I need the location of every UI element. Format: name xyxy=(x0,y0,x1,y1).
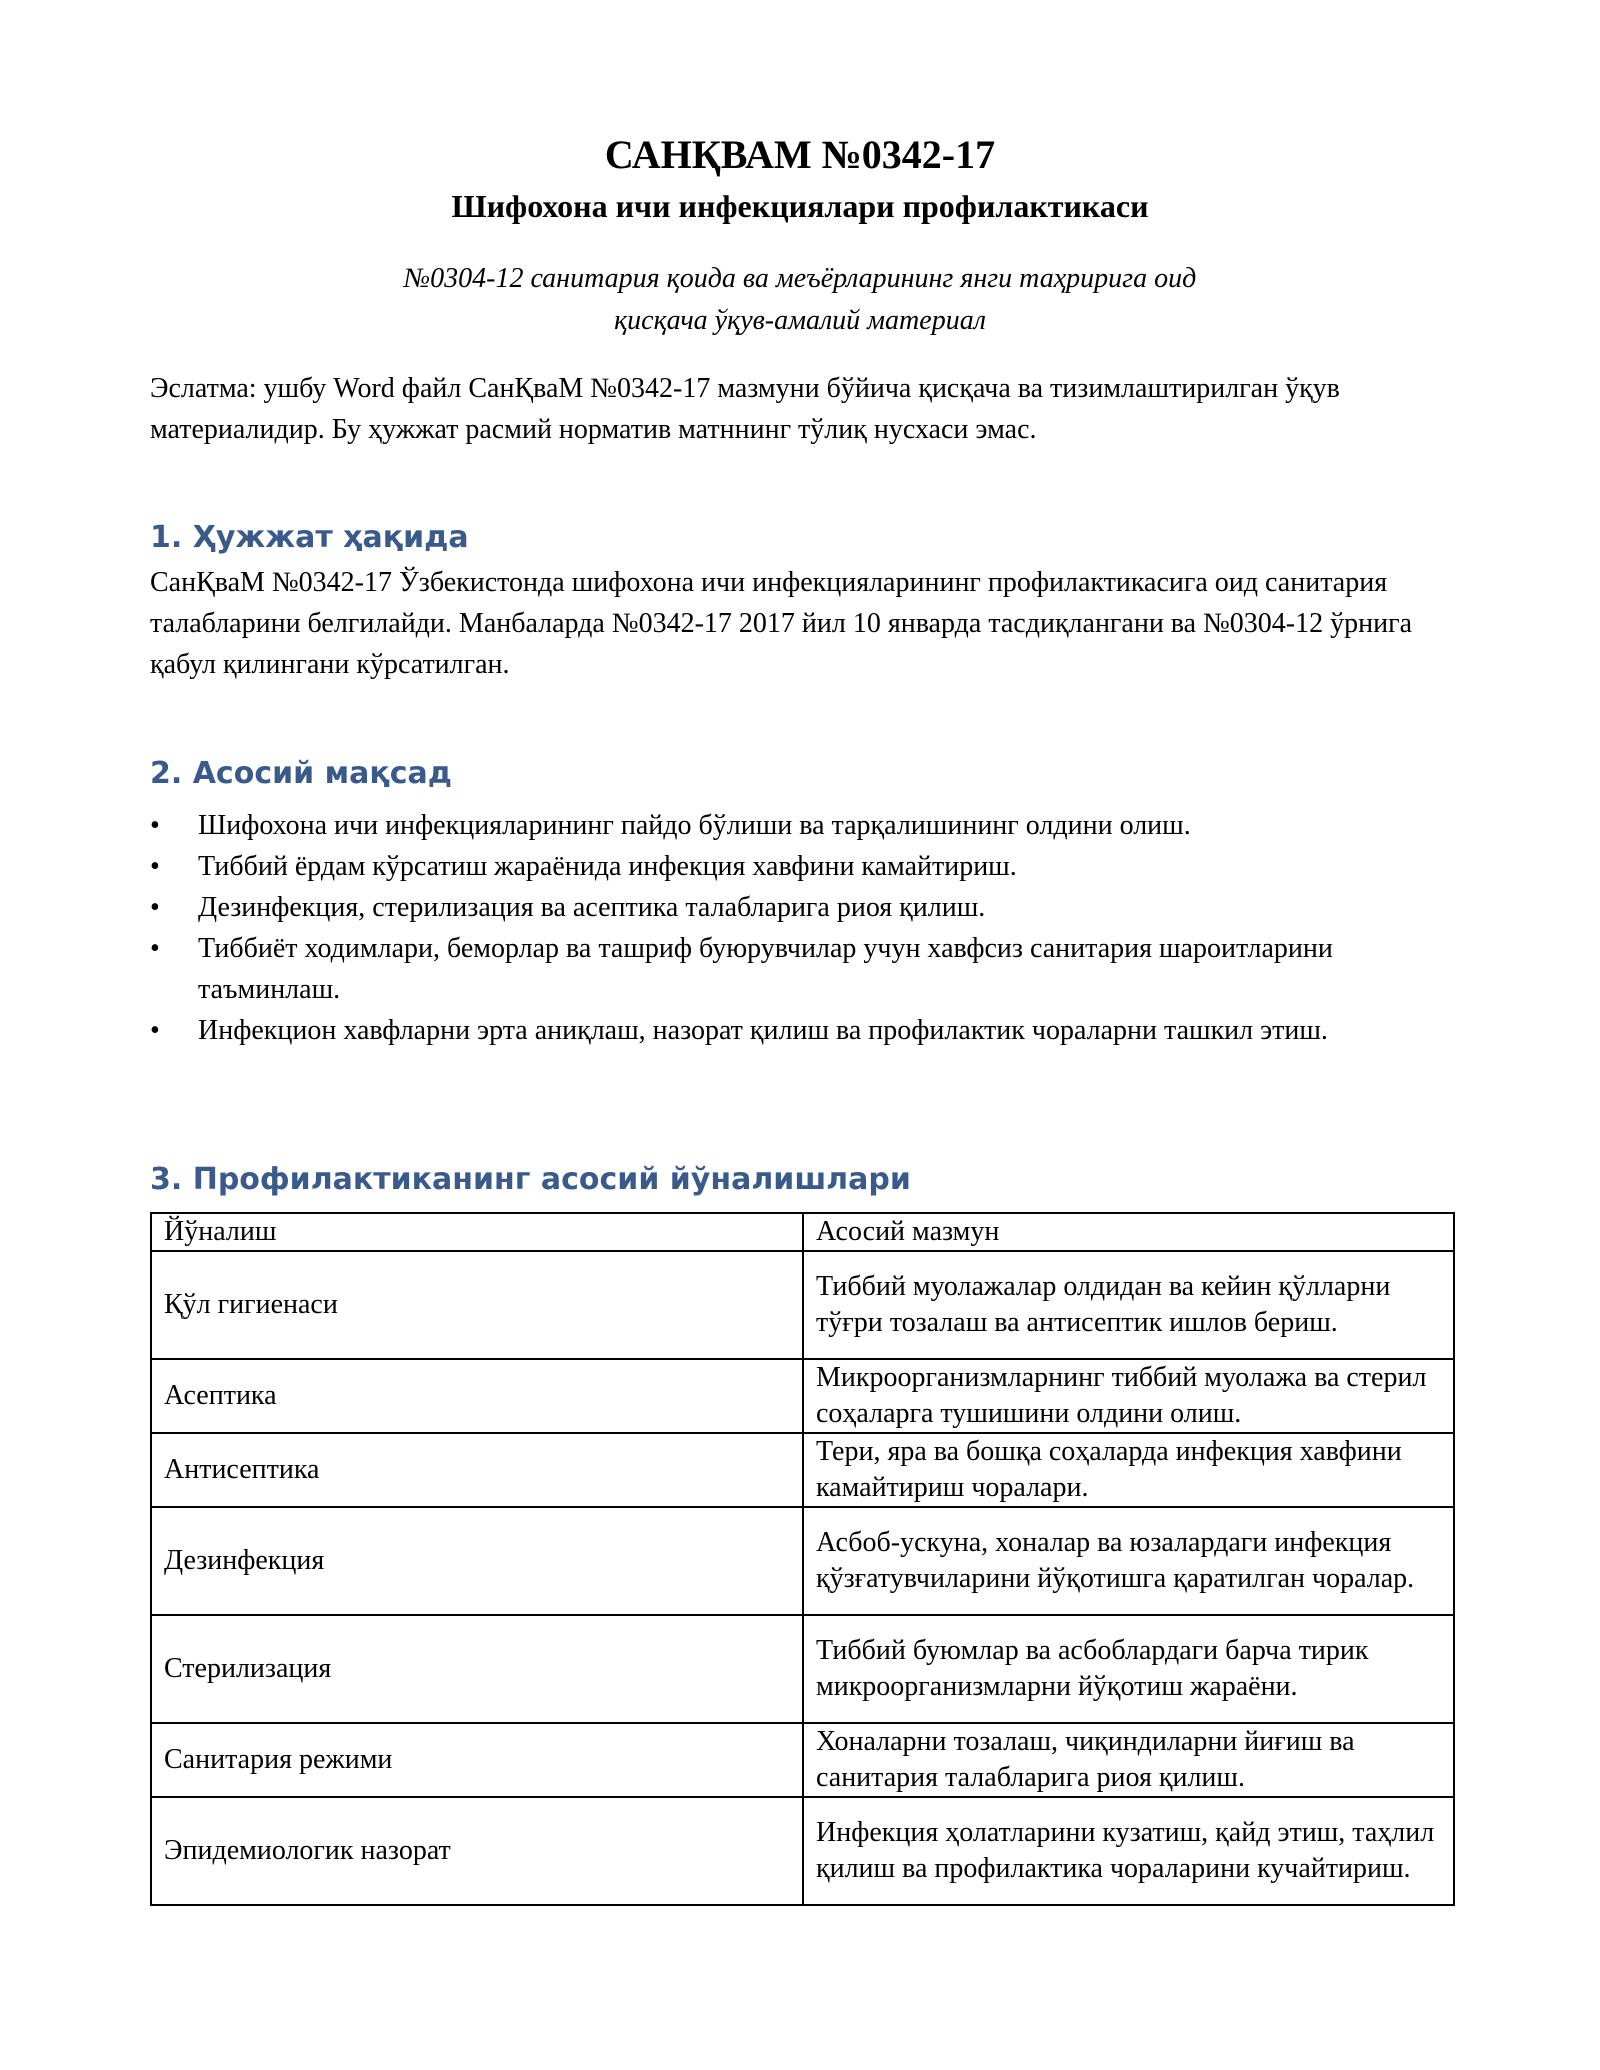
content-cell: Инфекция ҳолатларини кузатиш, қайд этиш, таҳлил қилиш ва профилактика чораларини кучайтириш. xyxy=(803,1797,1454,1905)
table-row xyxy=(151,1251,1454,1359)
direction-cell: Дезинфекция xyxy=(151,1507,803,1615)
table-row xyxy=(151,1359,1454,1433)
direction-cell: Антисептика xyxy=(151,1433,803,1507)
list-item xyxy=(150,887,1450,928)
section-2-heading: 2. Асосий мақсад xyxy=(150,756,452,791)
table-row xyxy=(151,1723,1454,1797)
bullet-icon: • xyxy=(150,933,160,964)
bullet-icon: • xyxy=(150,1015,160,1046)
document-subtitle: Шифохона ичи инфекциялари профилактикаси xyxy=(451,188,1149,224)
table-row xyxy=(151,1797,1454,1905)
section-1-heading: 1. Ҳужжат ҳақида xyxy=(150,520,469,555)
section-1-text: СанҚваМ №0342-17 Ўзбекистонда шифохона ичи инфекцияларининг профилактикасига оид санитария талабларини белгилайди. Манбаларда №0342-17 2017 йил 10 январда тасдиқлангани ва №0304-12 ўрнига қабул қилингани кўрсатилган. xyxy=(150,567,1413,680)
bullet-icon: • xyxy=(150,851,160,882)
table-body xyxy=(151,1251,1454,1905)
column-header-content: Асосий мазмун xyxy=(803,1213,1454,1251)
bullet-icon: • xyxy=(150,810,160,841)
bullet-icon: • xyxy=(150,892,160,923)
section-3-heading: 3. Профилактиканинг асосий йўналишлари xyxy=(150,1162,911,1197)
content-cell: Тери, яра ва бошқа соҳаларда инфекция хавфини камайтириш чоралари. xyxy=(803,1433,1454,1507)
content-cell: Асбоб-ускуна, хоналар ва юзалардаги инфекция қўзғатувчиларини йўқотишга қаратилган чоралар. xyxy=(803,1507,1454,1615)
content-cell: Тиббий буюмлар ва асбоблардаги барча тирик микроорганизмларни йўқотиш жараёни. xyxy=(803,1615,1454,1723)
table-row xyxy=(151,1507,1454,1615)
table-row xyxy=(151,1615,1454,1723)
list-item xyxy=(150,846,1450,887)
list-item xyxy=(150,1010,1450,1051)
document-title: САНҚВАМ №0342-17 xyxy=(604,132,996,177)
directions-table xyxy=(150,1212,1455,1906)
intro-italic xyxy=(0,258,1600,342)
list-item xyxy=(150,805,1450,846)
direction-cell: Қўл гигиенаси xyxy=(151,1251,803,1359)
list-item-text: Инфекцион хавфларни эрта аниқлаш, назорат қилиш ва профилактик чораларни ташкил этиш. xyxy=(198,1015,1328,1046)
list-item-text: Тиббиёт ходимлари, беморлар ва ташриф буюрувчилар учун хавфсиз санитария шароитларини таъминлаш. xyxy=(198,933,1333,1005)
direction-cell: Стерилизация xyxy=(151,1615,803,1723)
column-header-direction: Йўналиш xyxy=(151,1213,803,1251)
direction-cell: Эпидемиологик назорат xyxy=(151,1797,803,1905)
table-header-row xyxy=(151,1213,1454,1251)
list-item-text: Тиббий ёрдам кўрсатиш жараёнида инфекция хавфини камайтириш. xyxy=(198,851,1017,882)
direction-cell: Санитария режими xyxy=(151,1723,803,1797)
intro-line-1: №0304-12 санитария қоида ва меъёрларининг янги таҳририга оид xyxy=(403,263,1197,294)
table-row xyxy=(151,1433,1454,1507)
purpose-bullet-list xyxy=(150,805,1450,1051)
list-item-text: Шифохона ичи инфекцияларининг пайдо бўлиши ва тарқалишининг олдини олиш. xyxy=(198,810,1191,841)
direction-cell: Асептика xyxy=(151,1359,803,1433)
list-item xyxy=(150,928,1450,1010)
intro-line-2: қисқача ўқув-амалий материал xyxy=(614,305,986,336)
content-cell: Микроорганизмларнинг тиббий муолажа ва стерил соҳаларга тушишини олдини олиш. xyxy=(803,1359,1454,1433)
content-cell: Хоналарни тозалаш, чиқиндиларни йиғиш ва санитария талабларига риоя қилиш. xyxy=(803,1723,1454,1797)
list-item-text: Дезинфекция, стерилизация ва асептика талабларига риоя қилиш. xyxy=(198,892,986,923)
note-paragraph: Эслатма: ушбу Word файл СанҚваМ №0342-17 мазмуни бўйича қисқача ва тизимлаштирилган ўқув материалидир. Бу ҳужжат расмий норматив матннинг тўлиқ нусхаси эмас. xyxy=(150,373,1340,445)
content-cell: Тиббий муолажалар олдидан ва кейин қўлларни тўғри тозалаш ва антисептик ишлов бериш. xyxy=(803,1251,1454,1359)
